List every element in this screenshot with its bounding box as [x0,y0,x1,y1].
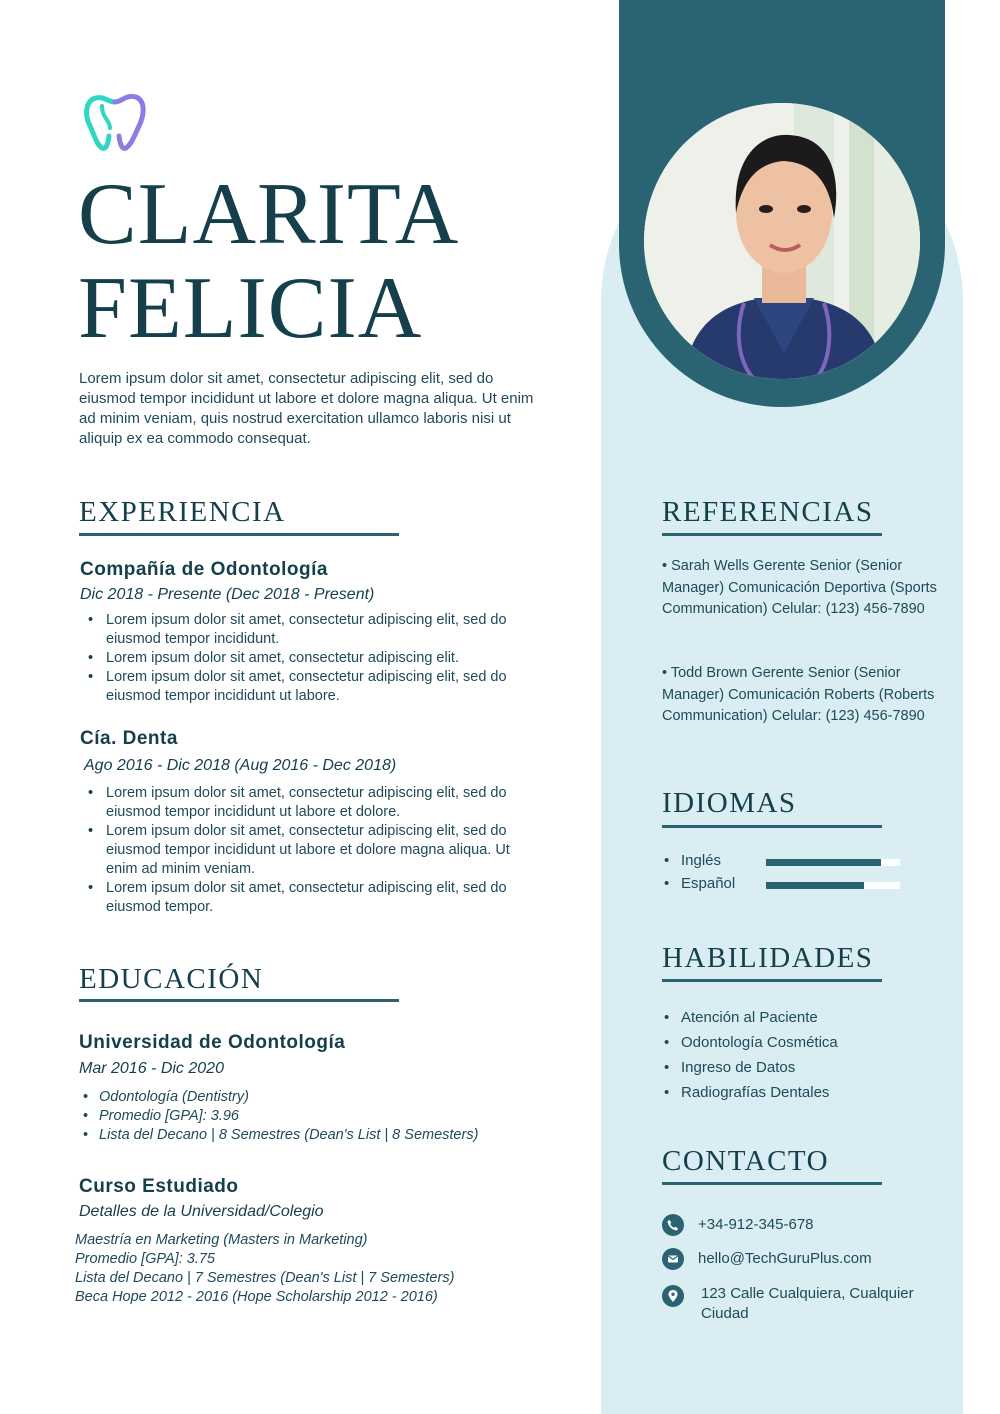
language-name: Español [681,875,736,892]
skills-divider [662,979,882,982]
list-item: Beca Hope 2012 - 2016 (Hope Scholarship 2012 - 2016) [75,1289,438,1305]
tooth-logo-icon [82,88,148,154]
experience-divider [79,533,399,536]
first-name: CLARITA [78,166,460,263]
reference-item: • Todd Brown Gerente Senior (Senior Manager) Comunicación Roberts (Roberts Communication) Celular: (123) 456-7890 [662,665,935,724]
language-row [662,852,902,874]
list-item: • Lorem ipsum dolor sit amet, consectetur adipiscing elit, sed do eiusmod tempor. [80,879,540,917]
list-item: • Lorem ipsum dolor sit amet, consectetur adipiscing elit, sed do eiusmod tempor incididunt. [80,611,540,649]
experience-heading: EXPERIENCIA [79,496,286,528]
job-dates: Ago 2016 - Dic 2018 (Aug 2016 - Dec 2018) [84,757,397,774]
list-item: • Atención al Paciente [662,1005,838,1030]
profile-photo [644,103,920,379]
language-row [662,875,902,897]
bullet: • [664,852,670,869]
list-item: • Lista del Decano | 8 Semestres (Dean's List | 8 Semesters) [79,1126,559,1145]
list-item: • Lorem ipsum dolor sit amet, consectetur adipiscing elit, sed do eiusmod tempor incididunt ut labore et dolore magna aliqua. Ut enim ad minim veniam. [80,822,540,879]
contact-email [662,1248,952,1272]
language-level-track [766,859,900,866]
street-address: 123 Calle Cualquiera, Cualquier Ciudad [701,1285,914,1322]
list-item: • Lorem ipsum dolor sit amet, consectetur adipiscing elit. [80,649,540,668]
list-item: Lista del Decano | 7 Semestres (Dean's List | 7 Semesters) [75,1270,455,1286]
languages-heading: IDIOMAS [662,787,797,819]
list-item: • Lorem ipsum dolor sit amet, consectetur adipiscing elit, sed do eiusmod tempor incididunt ut labore. [80,668,540,706]
list-item: • Lorem ipsum dolor sit amet, consectetur adipiscing elit, sed do eiusmod tempor incididunt ut labore et dolore. [80,784,540,822]
education-items [75,1231,555,1307]
intro-text: Lorem ipsum dolor sit amet, consectetur adipiscing elit, sed do eiusmod tempor incididunt ut labore et dolore magna aliqua. Ut enim ad minim veniam, quis nostrud exercitation ullamco laboris nisi ut aliquip ex ea commodo consequat. [79,370,534,447]
education-divider [79,999,399,1002]
last-name: FELICIA [78,260,423,357]
references-divider [662,533,882,536]
education-dates: Mar 2016 - Dic 2020 [79,1060,224,1077]
education-dates: Detalles de la Universidad/Colegio [79,1203,324,1220]
job-dates: Dic 2018 - Presente (Dec 2018 - Present) [80,586,375,603]
job-bullets [80,784,540,917]
education-heading: EDUCACIÓN [79,963,264,995]
job-bullets [80,611,540,706]
bullet: • [664,875,670,892]
language-level-track [766,882,900,889]
job-company: Compañía de Odontología [80,559,328,580]
email-address: hello@TechGuruPlus.com [698,1250,872,1267]
email-icon [662,1248,684,1270]
skills-list [662,1005,838,1105]
education-school: Universidad de Odontología [79,1032,346,1053]
reference-item: • Sarah Wells Gerente Senior (Senior Manager) Comunicación Deportiva (Sports Communication) Celular: (123) 456-7890 [662,558,937,617]
language-level-bar [766,882,864,889]
skills-heading: HABILIDADES [662,942,874,974]
candidate-name [78,168,459,356]
references-heading: REFERENCIAS [662,496,874,528]
location-pin-icon [662,1285,684,1307]
list-item: • Promedio [GPA]: 3.96 [79,1107,559,1126]
phone-number: +34-912-345-678 [698,1216,814,1233]
education-school: Curso Estudiado [79,1176,239,1197]
languages-divider [662,825,882,828]
language-level-bar [766,859,881,866]
list-item: • Odontología Cosmética [662,1030,838,1055]
list-item: • Radiografías Dentales [662,1080,838,1105]
contact-phone [662,1214,952,1238]
education-items [79,1088,559,1145]
phone-icon [662,1214,684,1236]
list-item: • Odontología (Dentistry) [79,1088,559,1107]
job-company: Cía. Denta [80,728,178,749]
list-item: • Ingreso de Datos [662,1055,838,1080]
contact-address [662,1283,962,1327]
list-item: Promedio [GPA]: 3.75 [75,1251,215,1267]
contact-divider [662,1182,882,1185]
language-name: Inglés [681,852,722,869]
list-item: Maestría en Marketing (Masters in Marketing) [75,1232,368,1248]
contact-heading: CONTACTO [662,1145,830,1177]
